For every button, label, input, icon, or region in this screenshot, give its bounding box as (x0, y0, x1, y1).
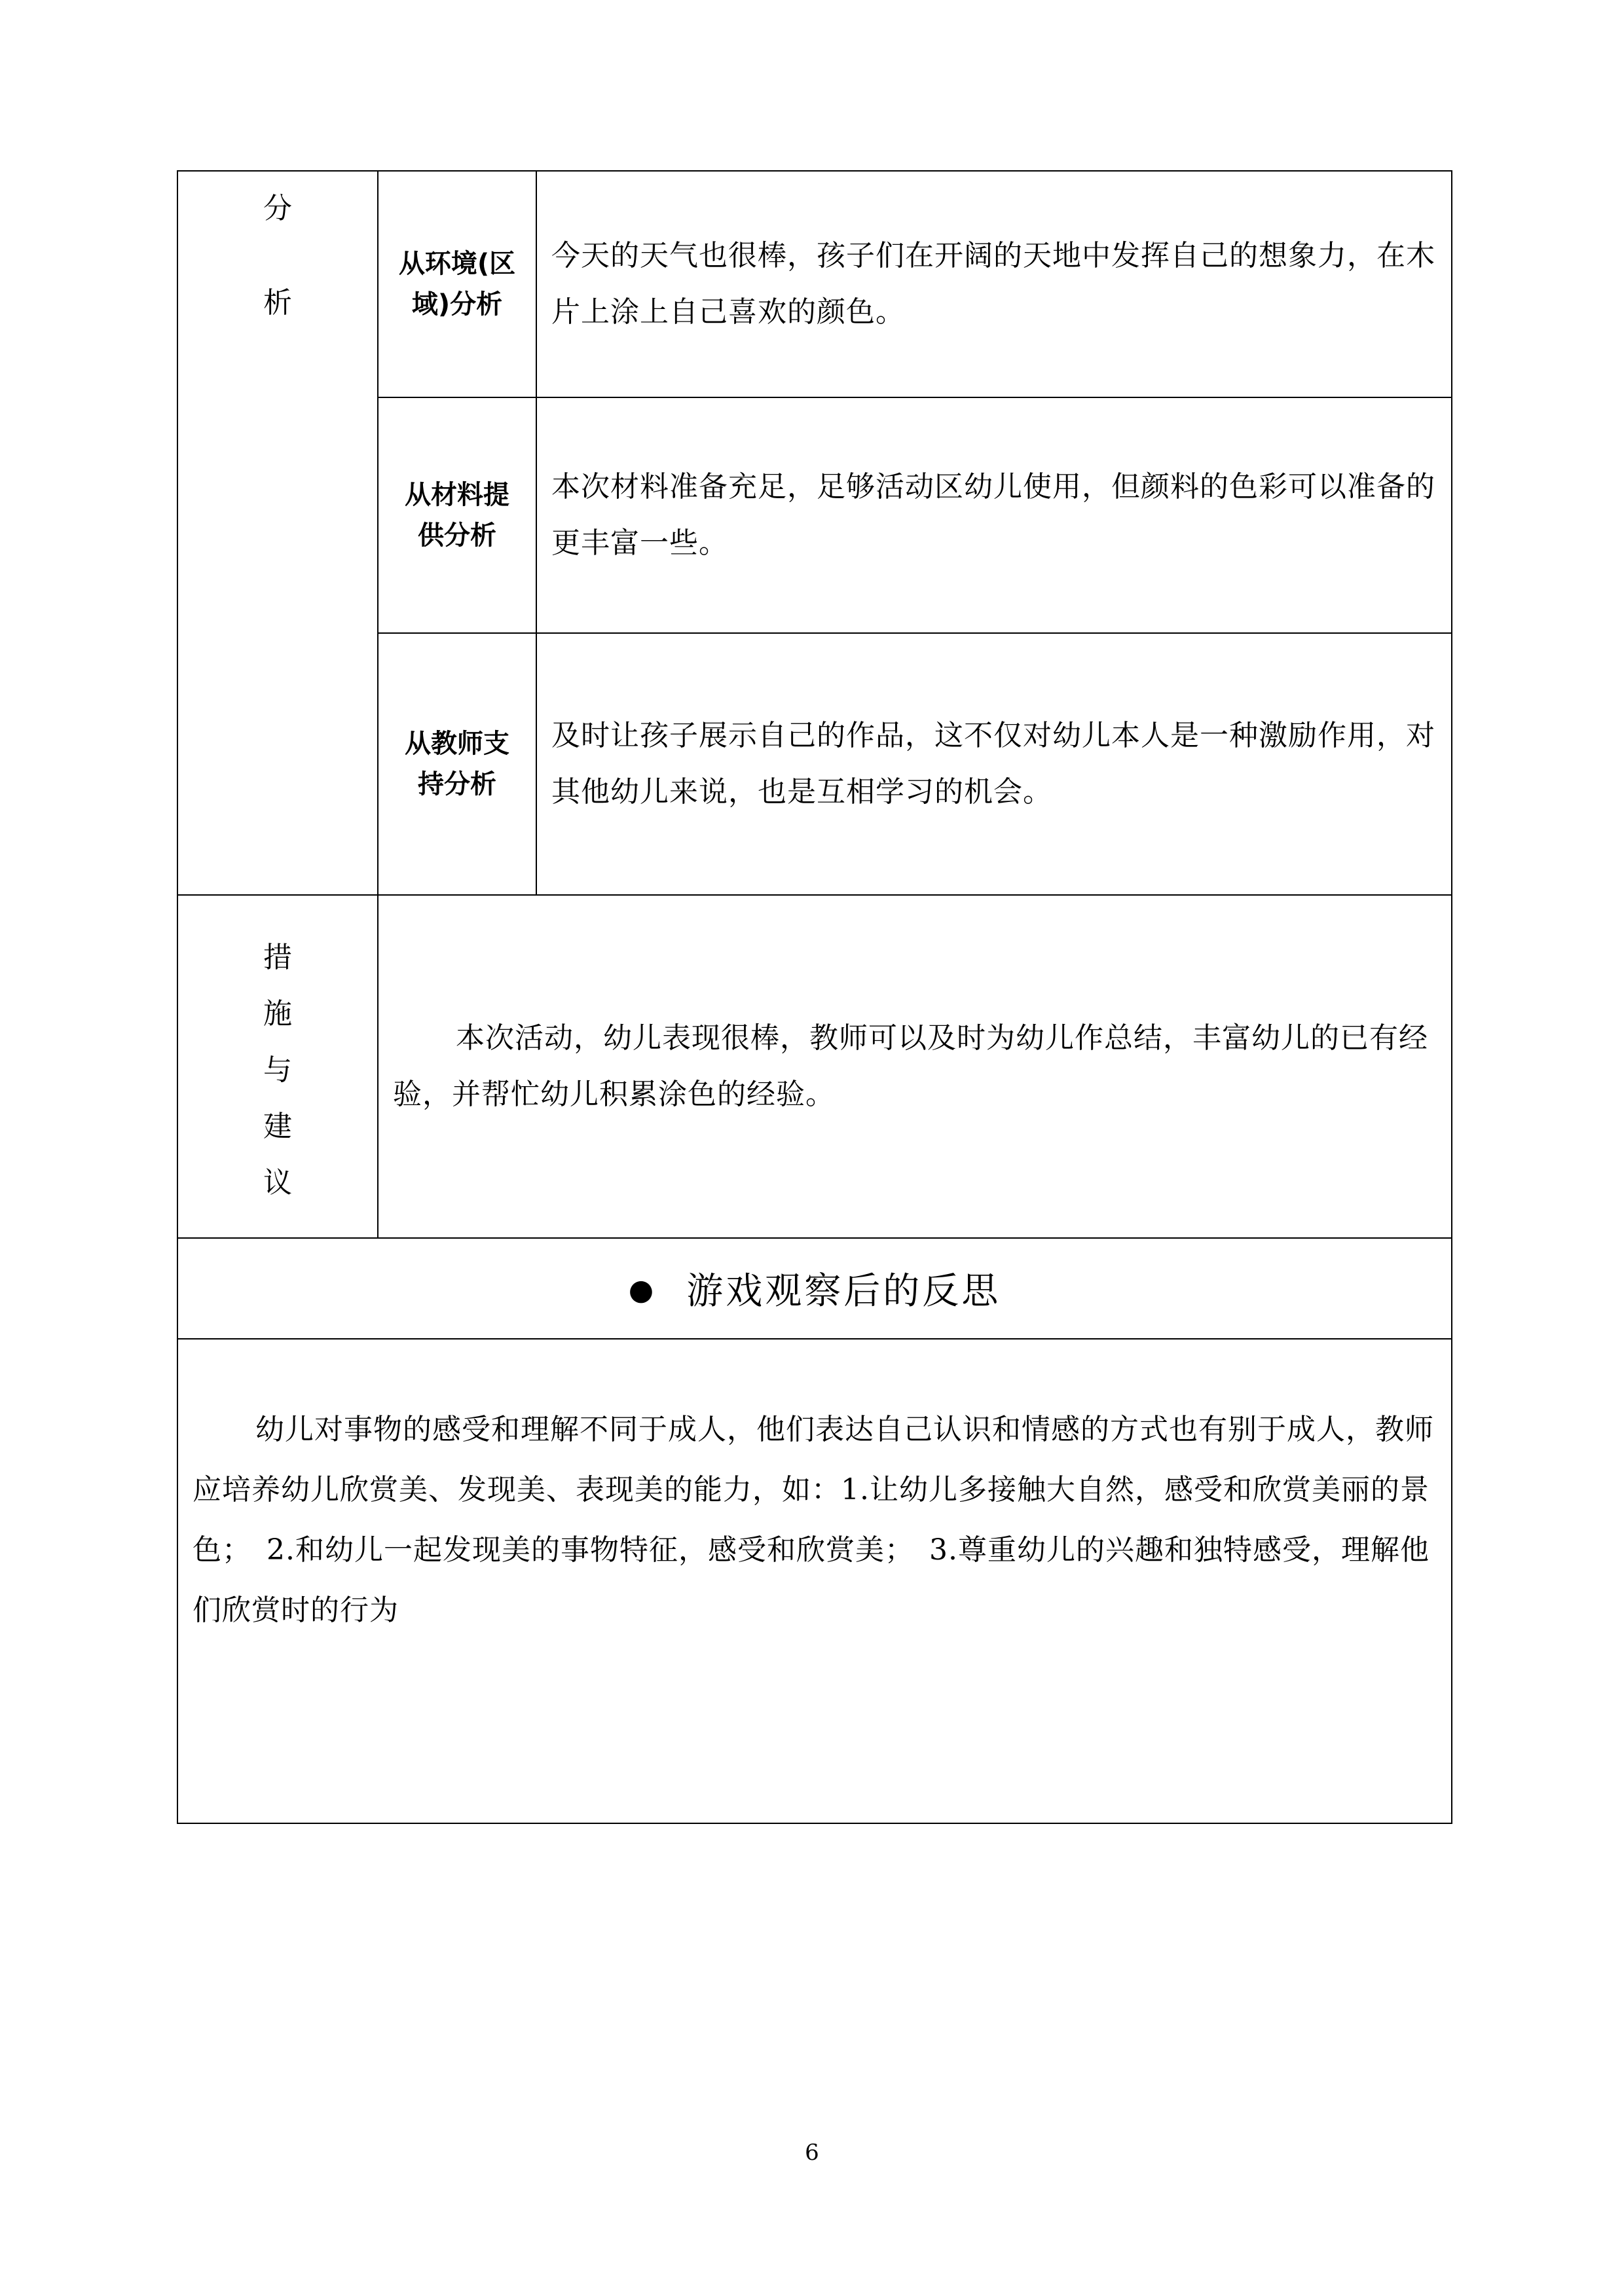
environment-analysis-label (378, 171, 536, 397)
reflection-body-row (177, 1339, 1452, 1823)
reflection-text: 幼儿对事物的感受和理解不同于成人，他们表达自己认识和情感的方式也有别于成人，教师应培养幼儿欣赏美、发现美、表现美的能力，如：1.让幼儿多接触大自然，感受和欣赏美丽的景色； 2.和幼儿一起发现美的事物特征，感受和欣赏美； 3.尊重幼儿的兴趣和独特感受，理解他们欣赏时的行为 (177, 1339, 1452, 1823)
page-number: 6 (805, 2140, 819, 2166)
teacher-analysis-label (378, 633, 536, 895)
bullet-icon: ● (628, 1273, 657, 1307)
analysis-label (177, 171, 378, 895)
sub-label-line: 供分析 (418, 520, 496, 551)
environment-analysis-text: 今天的天气也很棒，孩子们在开阔的天地中发挥自己的想象力，在木片上涂上自己喜欢的颜色。 (536, 171, 1452, 397)
measures-label-char: 议 (263, 1166, 292, 1199)
analysis-label-char: 分 (263, 192, 292, 225)
measures-row (177, 895, 1452, 1238)
sub-label-line: 域)分析 (411, 289, 503, 319)
teacher-analysis-text: 及时让孩子展示自己的作品，这不仅对幼儿本人是一种激励作用，对其他幼儿来说，也是互相学习的机会。 (536, 633, 1452, 895)
sub-label-line: 从环境(区 (398, 249, 516, 279)
observation-table (177, 170, 1452, 1824)
reflection-heading-row (177, 1238, 1452, 1339)
analysis-label-char: 析 (263, 286, 292, 319)
analysis-row-environment (177, 171, 1452, 397)
reflection-title: 游戏观察后的反思 (686, 1270, 1001, 1313)
measures-label-char: 措 (263, 941, 292, 974)
materials-analysis-label (378, 397, 536, 633)
materials-analysis-text: 本次材料准备充足，足够活动区幼儿使用，但颜料的色彩可以准备的更丰富一些。 (536, 397, 1452, 633)
measures-label-char: 与 (263, 1053, 292, 1087)
measures-label (177, 895, 378, 1238)
sub-label-line: 从材料提 (405, 480, 509, 510)
observation-table-frame (177, 170, 1451, 1824)
measures-label-char: 建 (263, 1110, 292, 1143)
measures-text: 本次活动，幼儿表现很棒，教师可以及时为幼儿作总结，丰富幼儿的已有经验，并帮忙幼儿积累涂色的经验。 (378, 895, 1452, 1238)
sub-label-line: 持分析 (418, 769, 496, 799)
reflection-heading (177, 1238, 1452, 1339)
measures-label-char: 施 (263, 997, 292, 1030)
sub-label-line: 从教师支 (405, 729, 509, 759)
